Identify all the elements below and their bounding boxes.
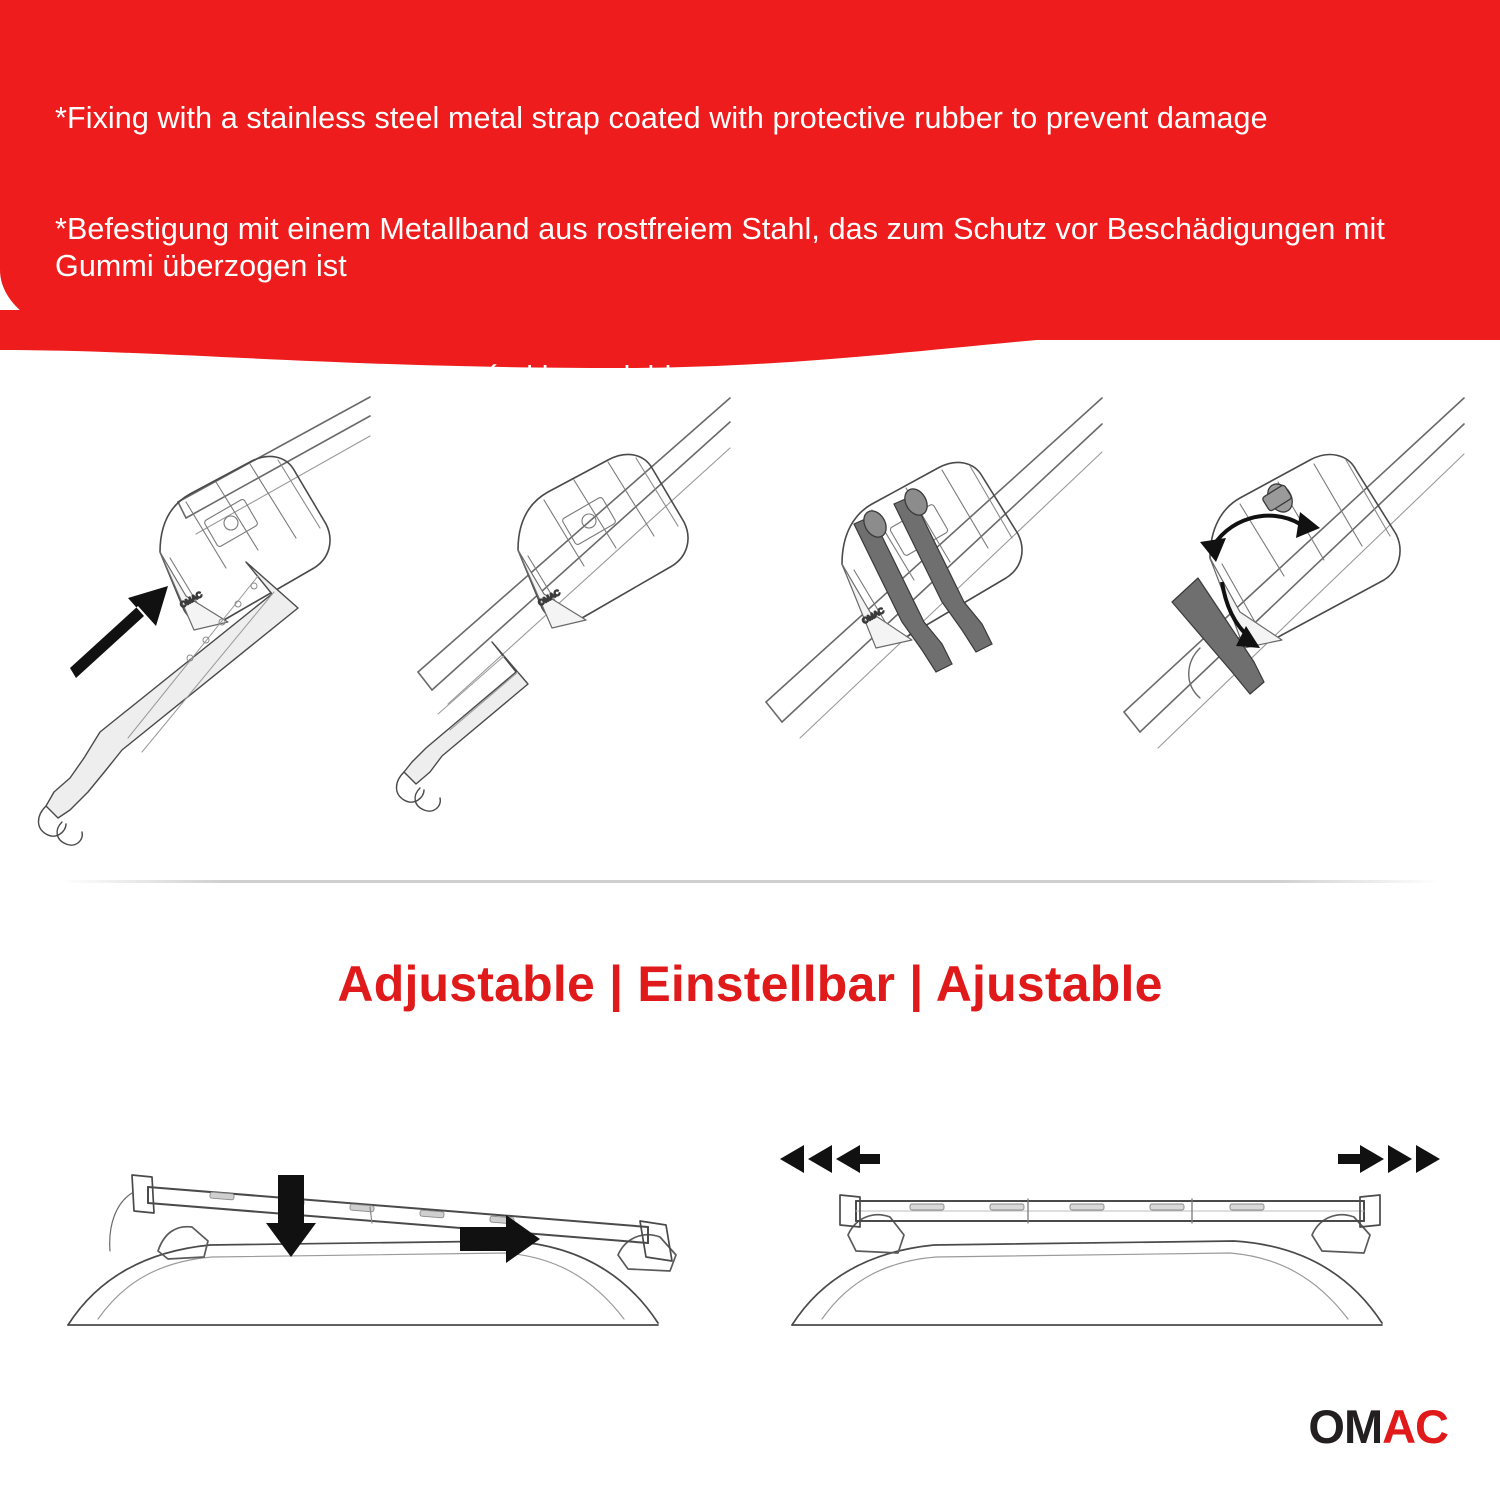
step-3-drawing <box>746 372 1121 882</box>
adjust-left-drawing <box>40 1075 740 1375</box>
step-3-strap-wrapped <box>746 372 1121 882</box>
header-line-de: *Befestigung mit einem Metallband aus rostfreiem Stahl, das zum Schutz vor Beschädigungen mit Gummi überzogen ist <box>55 212 1394 283</box>
arrow-right-triple-icon <box>1338 1145 1440 1173</box>
step-1-drawing <box>10 372 385 882</box>
logo-text-dark: OM <box>1308 1399 1383 1453</box>
adjustable-illustrations <box>0 1075 1500 1375</box>
section-divider <box>60 880 1440 883</box>
adjust-right-drawing <box>760 1075 1460 1375</box>
svg-text:OMAC: OMAC <box>860 605 886 626</box>
bolt-icon <box>1262 479 1298 516</box>
header-line-en: *Fixing with a stainless steel metal strap coated with protective rubber to prevent damage <box>55 101 1268 135</box>
step-4-tighten-bolt <box>1114 372 1489 882</box>
adjust-diagram-width <box>760 1075 1460 1375</box>
step-2-drawing <box>378 372 753 882</box>
arrow-left-triple-icon <box>780 1145 880 1173</box>
adjust-diagram-lower-slide <box>40 1075 740 1375</box>
svg-text:OMAC: OMAC <box>178 589 204 610</box>
arrow-insert-icon <box>70 586 168 678</box>
svg-text:OMAC: OMAC <box>536 587 562 608</box>
step-4-drawing <box>1114 372 1489 882</box>
header-banner <box>0 0 1500 431</box>
logo-text-accent: AC <box>1382 1399 1448 1453</box>
omac-logo <box>1308 1400 1448 1452</box>
step-1-insert-strap <box>10 372 385 882</box>
step-2-strap-on-rail <box>378 372 753 882</box>
section-title-adjustable: Adjustable | Einstellbar | Ajustable <box>337 956 1163 1012</box>
header-line-fr: *Fixation avec une sangle en métal inoxydable recouverte de caoutchouc de protection pour éviter les dommages. <box>55 360 1447 431</box>
installation-steps-illustrations <box>0 372 1500 882</box>
rotate-arrow-icon <box>1210 516 1300 552</box>
